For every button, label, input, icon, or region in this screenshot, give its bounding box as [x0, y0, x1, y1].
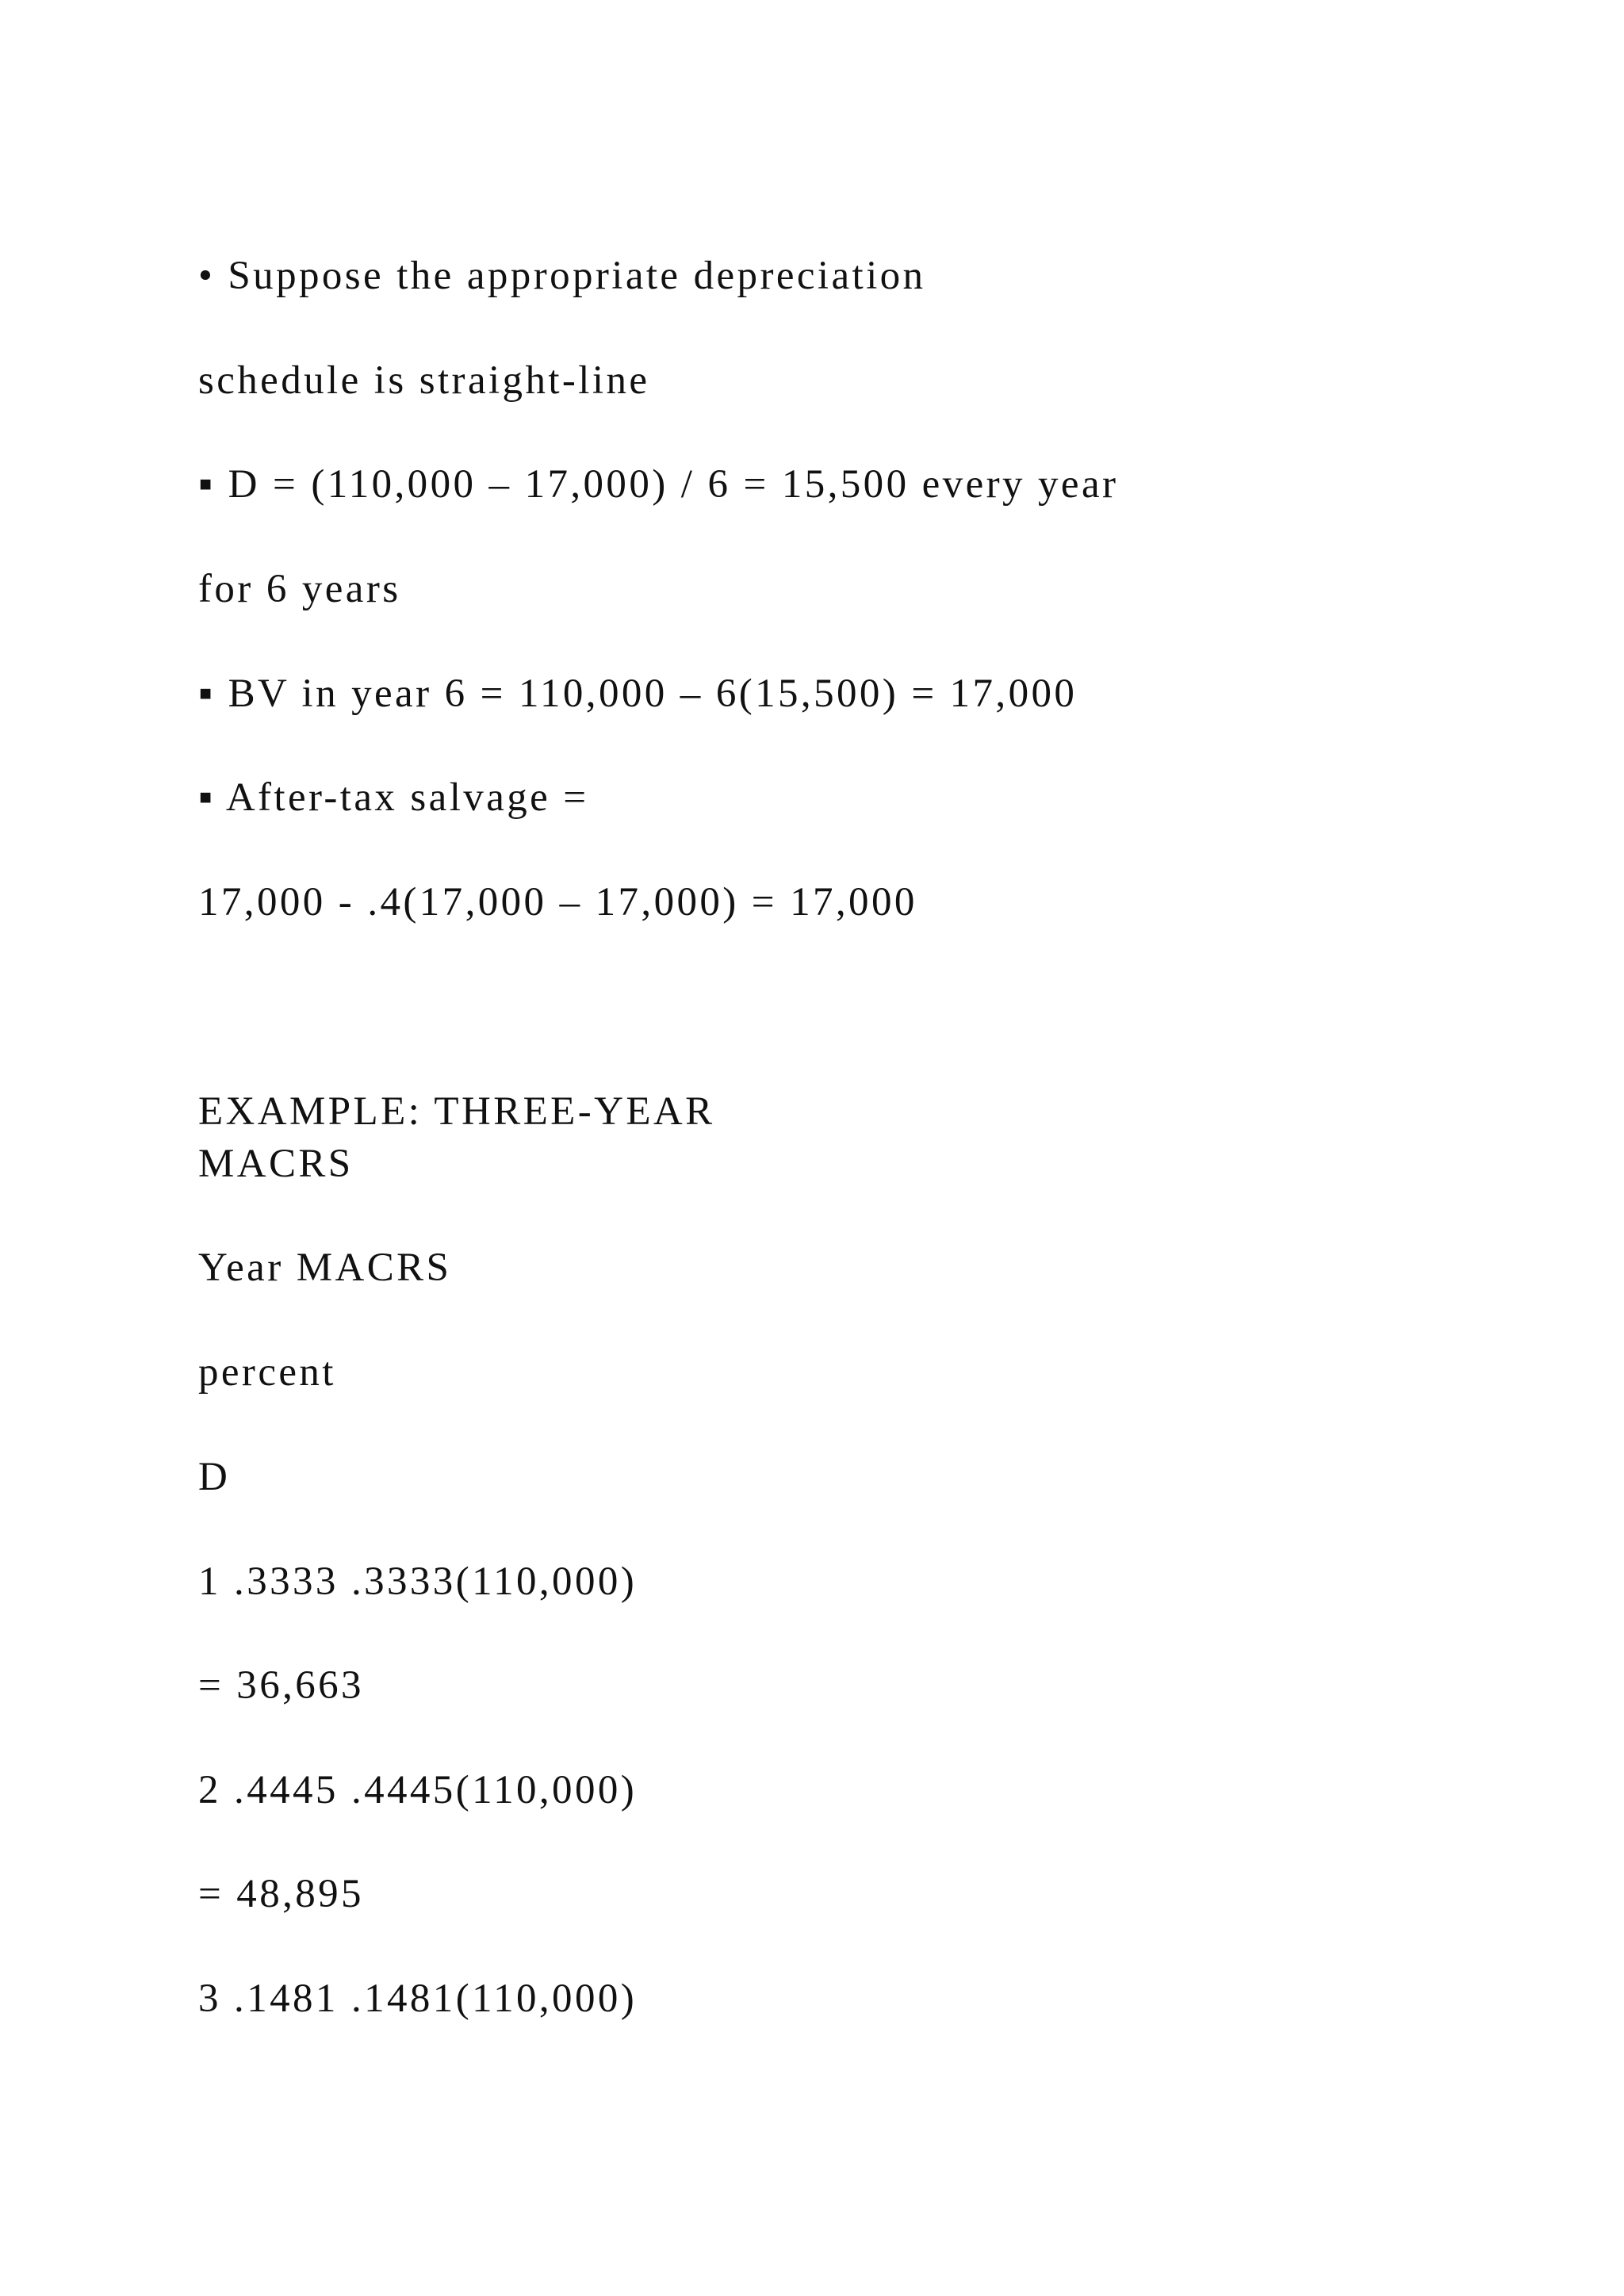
book-value-formula-line: ▪ BV in year 6 = 110,000 – 6(15,500) = 17,000 [198, 672, 1078, 716]
text-line: schedule is straight-line [198, 358, 650, 403]
text-line: for 6 years [198, 567, 401, 611]
example-heading: EXAMPLE: THREE-YEAR [198, 1089, 715, 1134]
table-row-line: 2 .4445 .4445(110,000) [198, 1768, 638, 1812]
table-row-line: 3 .1481 .1481(110,000) [198, 1976, 638, 2021]
after-tax-salvage-formula: 17,000 - .4(17,000 – 17,000) = 17,000 [198, 880, 917, 924]
table-row-line: 1 .3333 .3333(110,000) [198, 1559, 638, 1604]
table-row-line: = 36,663 [198, 1663, 364, 1708]
after-tax-salvage-label: ▪ After-tax salvage = [198, 775, 589, 820]
depreciation-formula-line: ▪ D = (110,000 – 17,000) / 6 = 15,500 every year [198, 462, 1119, 507]
table-header-line: D [198, 1455, 231, 1499]
table-row-line: = 48,895 [198, 1872, 364, 1916]
bullet-straight-line-assumption: • Suppose the appropriate depreciation [198, 254, 926, 298]
example-heading-continued: MACRS [198, 1142, 354, 1186]
table-header-line: Year MACRS [198, 1246, 452, 1290]
table-header-line: percent [198, 1350, 336, 1395]
